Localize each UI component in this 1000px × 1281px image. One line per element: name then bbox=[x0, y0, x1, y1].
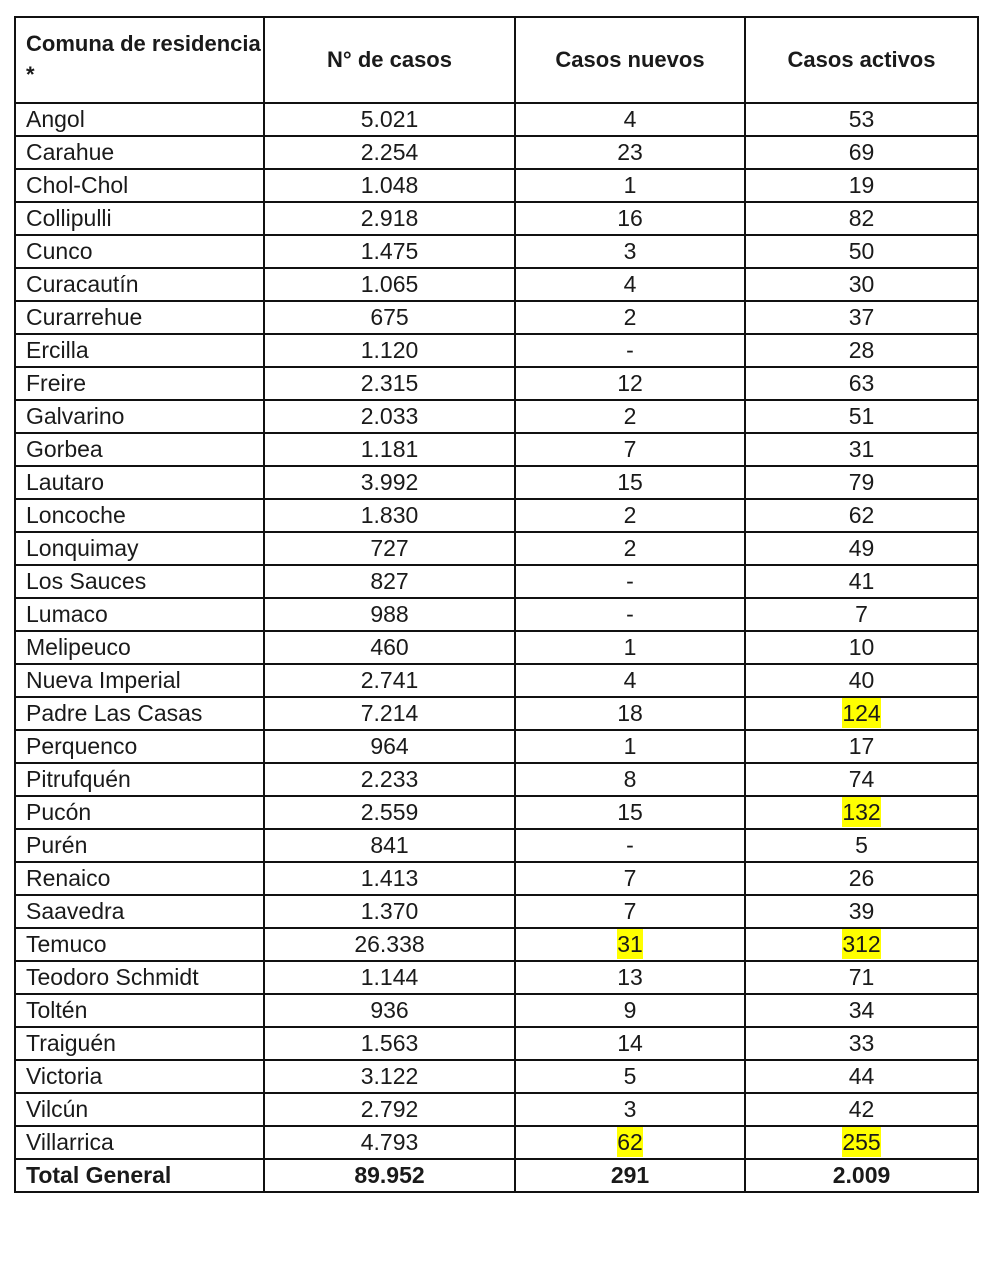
highlighted-value: 255 bbox=[842, 1129, 881, 1155]
cell-casos: 841 bbox=[264, 829, 515, 862]
cell-nuevos: 14 bbox=[515, 1027, 745, 1060]
cell-comuna: Victoria bbox=[15, 1060, 264, 1093]
table-row bbox=[15, 136, 978, 169]
cell-activos: 51 bbox=[745, 400, 978, 433]
cell-activos: 39 bbox=[745, 895, 978, 928]
table-row bbox=[15, 169, 978, 202]
cell-activos: 79 bbox=[745, 466, 978, 499]
cell-nuevos: 2 bbox=[515, 499, 745, 532]
cell-comuna: Chol-Chol bbox=[15, 169, 264, 202]
cell-casos: 1.830 bbox=[264, 499, 515, 532]
cell-activos: 41 bbox=[745, 565, 978, 598]
table-row bbox=[15, 1093, 978, 1126]
cell-activos: 49 bbox=[745, 532, 978, 565]
cell-comuna: Lautaro bbox=[15, 466, 264, 499]
cell-casos: 3.122 bbox=[264, 1060, 515, 1093]
cell-casos: 988 bbox=[264, 598, 515, 631]
cell-casos: 3.992 bbox=[264, 466, 515, 499]
cell-nuevos: 1 bbox=[515, 631, 745, 664]
cell-nuevos: 1 bbox=[515, 730, 745, 763]
cell-comuna: Pitrufquén bbox=[15, 763, 264, 796]
cell-comuna: Melipeuco bbox=[15, 631, 264, 664]
cell-comuna: Villarrica bbox=[15, 1126, 264, 1159]
cell-activos: 82 bbox=[745, 202, 978, 235]
cell-activos: 26 bbox=[745, 862, 978, 895]
highlighted-value: 132 bbox=[842, 799, 881, 825]
cell-comuna: Curacautín bbox=[15, 268, 264, 301]
cell-nuevos: 23 bbox=[515, 136, 745, 169]
cell-comuna: Nueva Imperial bbox=[15, 664, 264, 697]
cell-activos: 62 bbox=[745, 499, 978, 532]
cell-comuna: Lonquimay bbox=[15, 532, 264, 565]
table-row bbox=[15, 433, 978, 466]
table-row bbox=[15, 532, 978, 565]
cell-nuevos bbox=[515, 928, 745, 961]
cell-comuna: Loncoche bbox=[15, 499, 264, 532]
cell-casos: 1.065 bbox=[264, 268, 515, 301]
cell-nuevos: - bbox=[515, 829, 745, 862]
cell-casos: 5.021 bbox=[264, 103, 515, 136]
header-casos-activos: Casos activos bbox=[745, 17, 978, 103]
cell-comuna: Traiguén bbox=[15, 1027, 264, 1060]
cell-activos bbox=[745, 928, 978, 961]
cell-comuna: Angol bbox=[15, 103, 264, 136]
cell-casos: 827 bbox=[264, 565, 515, 598]
cell-nuevos: 4 bbox=[515, 664, 745, 697]
cell-nuevos: - bbox=[515, 598, 745, 631]
cell-casos: 26.338 bbox=[264, 928, 515, 961]
cell-nuevos: 2 bbox=[515, 400, 745, 433]
cell-activos: 7 bbox=[745, 598, 978, 631]
cell-nuevos bbox=[515, 1126, 745, 1159]
cell-nuevos: 8 bbox=[515, 763, 745, 796]
cell-comuna: Pucón bbox=[15, 796, 264, 829]
cell-casos: 1.563 bbox=[264, 1027, 515, 1060]
table-row bbox=[15, 862, 978, 895]
cell-casos: 2.315 bbox=[264, 367, 515, 400]
cell-nuevos: - bbox=[515, 565, 745, 598]
total-activos: 2.009 bbox=[745, 1159, 978, 1192]
table-row bbox=[15, 631, 978, 664]
table-row bbox=[15, 499, 978, 532]
table-row bbox=[15, 235, 978, 268]
table-body bbox=[15, 103, 978, 1159]
table-row bbox=[15, 565, 978, 598]
cell-activos: 17 bbox=[745, 730, 978, 763]
cell-nuevos: 3 bbox=[515, 235, 745, 268]
cell-casos: 964 bbox=[264, 730, 515, 763]
cell-casos: 2.918 bbox=[264, 202, 515, 235]
cell-nuevos: 5 bbox=[515, 1060, 745, 1093]
cell-nuevos: 7 bbox=[515, 895, 745, 928]
cell-comuna: Gorbea bbox=[15, 433, 264, 466]
cases-by-commune-table bbox=[14, 16, 979, 1193]
cell-comuna: Renaico bbox=[15, 862, 264, 895]
cell-activos: 50 bbox=[745, 235, 978, 268]
cell-casos: 1.370 bbox=[264, 895, 515, 928]
cell-activos bbox=[745, 1126, 978, 1159]
cell-activos: 53 bbox=[745, 103, 978, 136]
cell-nuevos: 2 bbox=[515, 301, 745, 334]
cell-nuevos: 18 bbox=[515, 697, 745, 730]
cell-nuevos: 15 bbox=[515, 466, 745, 499]
cell-comuna: Padre Las Casas bbox=[15, 697, 264, 730]
cell-activos: 74 bbox=[745, 763, 978, 796]
table-row bbox=[15, 664, 978, 697]
cell-casos: 2.254 bbox=[264, 136, 515, 169]
cell-activos: 40 bbox=[745, 664, 978, 697]
cell-nuevos: 9 bbox=[515, 994, 745, 1027]
cell-nuevos: 1 bbox=[515, 169, 745, 202]
table-row bbox=[15, 961, 978, 994]
cell-activos: 44 bbox=[745, 1060, 978, 1093]
cell-casos: 4.793 bbox=[264, 1126, 515, 1159]
cell-casos: 2.792 bbox=[264, 1093, 515, 1126]
cell-activos: 5 bbox=[745, 829, 978, 862]
cell-activos: 33 bbox=[745, 1027, 978, 1060]
total-row bbox=[15, 1159, 978, 1192]
cell-nuevos: 3 bbox=[515, 1093, 745, 1126]
cell-nuevos: 12 bbox=[515, 367, 745, 400]
cell-activos: 37 bbox=[745, 301, 978, 334]
cell-casos: 460 bbox=[264, 631, 515, 664]
cell-activos: 63 bbox=[745, 367, 978, 400]
table-row bbox=[15, 796, 978, 829]
cell-activos bbox=[745, 796, 978, 829]
cell-comuna: Freire bbox=[15, 367, 264, 400]
table-row bbox=[15, 103, 978, 136]
cell-activos: 31 bbox=[745, 433, 978, 466]
total-label: Total General bbox=[15, 1159, 264, 1192]
cell-comuna: Vilcún bbox=[15, 1093, 264, 1126]
table-row bbox=[15, 1060, 978, 1093]
cell-casos: 1.413 bbox=[264, 862, 515, 895]
cell-activos: 28 bbox=[745, 334, 978, 367]
header-comuna: Comuna de residencia * bbox=[15, 17, 264, 103]
cell-comuna: Lumaco bbox=[15, 598, 264, 631]
cell-nuevos: 7 bbox=[515, 862, 745, 895]
cell-activos bbox=[745, 697, 978, 730]
table-row bbox=[15, 895, 978, 928]
table-row bbox=[15, 268, 978, 301]
cell-casos: 675 bbox=[264, 301, 515, 334]
table-row bbox=[15, 1027, 978, 1060]
cell-nuevos: 16 bbox=[515, 202, 745, 235]
cell-nuevos: - bbox=[515, 334, 745, 367]
table-row bbox=[15, 730, 978, 763]
cell-casos: 1.048 bbox=[264, 169, 515, 202]
table-row bbox=[15, 334, 978, 367]
table-row bbox=[15, 829, 978, 862]
total-casos: 89.952 bbox=[264, 1159, 515, 1192]
cell-activos: 71 bbox=[745, 961, 978, 994]
cell-nuevos: 7 bbox=[515, 433, 745, 466]
table-row bbox=[15, 763, 978, 796]
cell-casos: 2.233 bbox=[264, 763, 515, 796]
cell-comuna: Toltén bbox=[15, 994, 264, 1027]
cell-activos: 42 bbox=[745, 1093, 978, 1126]
cell-comuna: Ercilla bbox=[15, 334, 264, 367]
cell-activos: 30 bbox=[745, 268, 978, 301]
cell-activos: 10 bbox=[745, 631, 978, 664]
table-row bbox=[15, 400, 978, 433]
cell-casos: 2.741 bbox=[264, 664, 515, 697]
cell-comuna: Carahue bbox=[15, 136, 264, 169]
cell-casos: 1.120 bbox=[264, 334, 515, 367]
cell-comuna: Teodoro Schmidt bbox=[15, 961, 264, 994]
cell-comuna: Collipulli bbox=[15, 202, 264, 235]
cell-nuevos: 13 bbox=[515, 961, 745, 994]
table-row bbox=[15, 598, 978, 631]
cell-comuna: Purén bbox=[15, 829, 264, 862]
cell-activos: 19 bbox=[745, 169, 978, 202]
cell-casos: 7.214 bbox=[264, 697, 515, 730]
cell-comuna: Los Sauces bbox=[15, 565, 264, 598]
cell-casos: 1.475 bbox=[264, 235, 515, 268]
table-row bbox=[15, 994, 978, 1027]
highlighted-value: 31 bbox=[617, 931, 643, 957]
cell-comuna: Galvarino bbox=[15, 400, 264, 433]
table-row bbox=[15, 697, 978, 730]
cell-casos: 1.144 bbox=[264, 961, 515, 994]
cell-comuna: Cunco bbox=[15, 235, 264, 268]
header-casos-nuevos: Casos nuevos bbox=[515, 17, 745, 103]
cell-casos: 936 bbox=[264, 994, 515, 1027]
cell-comuna: Curarrehue bbox=[15, 301, 264, 334]
cell-nuevos: 2 bbox=[515, 532, 745, 565]
table-row bbox=[15, 1126, 978, 1159]
cell-nuevos: 15 bbox=[515, 796, 745, 829]
table-row bbox=[15, 928, 978, 961]
highlighted-value: 62 bbox=[617, 1129, 643, 1155]
cell-casos: 2.559 bbox=[264, 796, 515, 829]
cell-activos: 69 bbox=[745, 136, 978, 169]
cell-comuna: Perquenco bbox=[15, 730, 264, 763]
table-row bbox=[15, 466, 978, 499]
total-nuevos: 291 bbox=[515, 1159, 745, 1192]
cell-comuna: Temuco bbox=[15, 928, 264, 961]
header-num-casos: N° de casos bbox=[264, 17, 515, 103]
header-row bbox=[15, 17, 978, 103]
cell-activos: 34 bbox=[745, 994, 978, 1027]
table-row bbox=[15, 202, 978, 235]
cell-casos: 1.181 bbox=[264, 433, 515, 466]
cell-casos: 727 bbox=[264, 532, 515, 565]
cell-nuevos: 4 bbox=[515, 268, 745, 301]
cell-casos: 2.033 bbox=[264, 400, 515, 433]
highlighted-value: 124 bbox=[842, 700, 881, 726]
table-row bbox=[15, 367, 978, 400]
cell-nuevos: 4 bbox=[515, 103, 745, 136]
cell-comuna: Saavedra bbox=[15, 895, 264, 928]
table-row bbox=[15, 301, 978, 334]
highlighted-value: 312 bbox=[842, 931, 881, 957]
